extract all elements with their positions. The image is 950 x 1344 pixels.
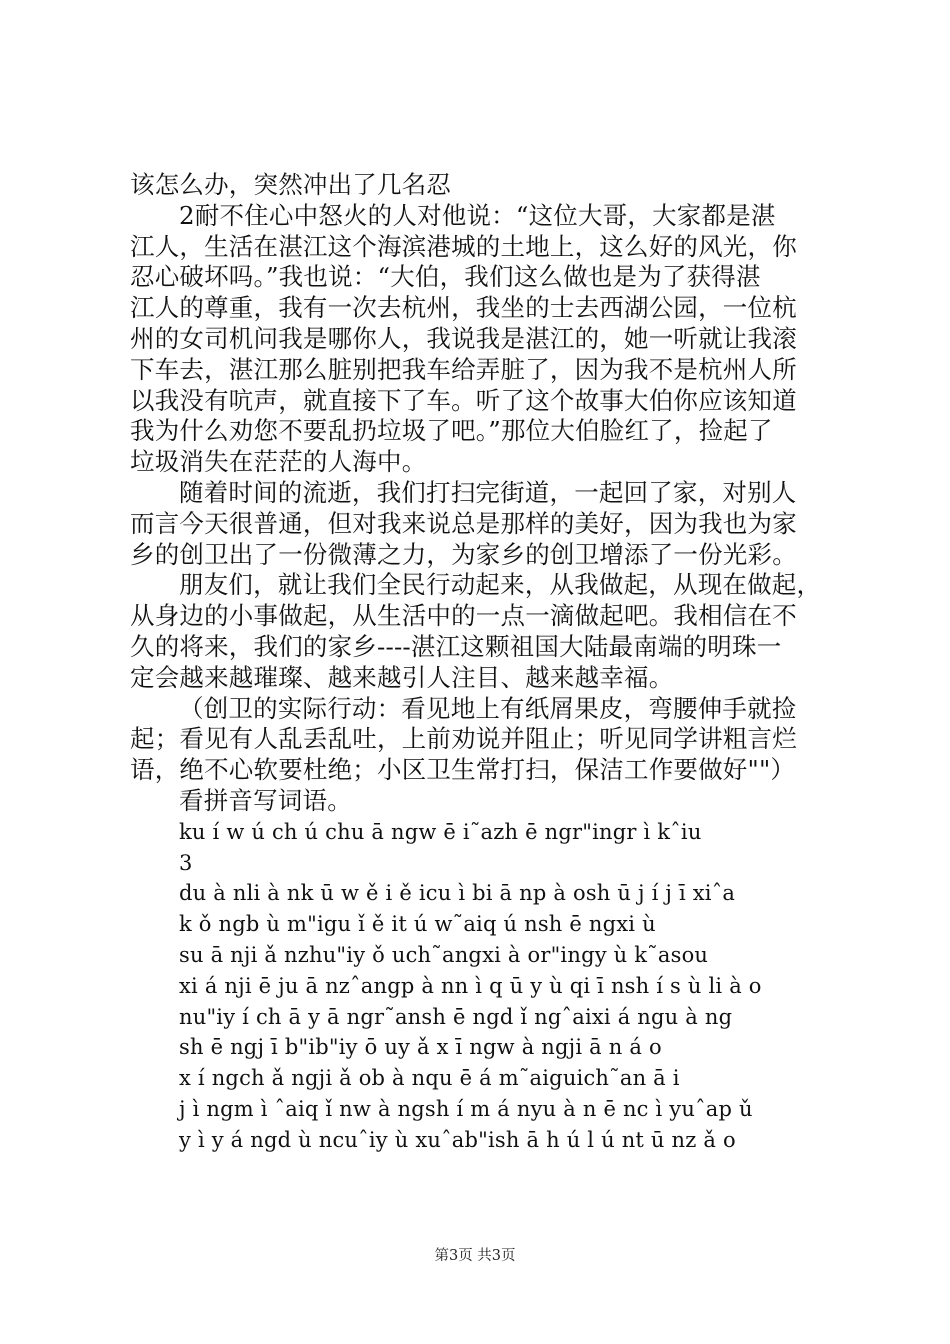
paragraph-line: 起；看见有人乱丢乱吐，上前劝说并阻止；听见同学讲粗言烂 — [130, 724, 797, 754]
pinyin-line: k ǒ ngb ù m"igu ǐ ě it ú w˜aiq ú nsh ē ngxi ù — [179, 912, 656, 937]
paragraph-line: 从身边的小事做起，从生活中的一点一滴做起吧。我相信在不 — [130, 601, 797, 631]
pinyin-line: sh ē ngj ī b"ib"iy ō uy ǎ x ī ngw à ngji ā n á o — [179, 1035, 662, 1060]
document-body — [130, 170, 830, 1156]
paragraph-line: 随着时间的流逝，我们打扫完街道，一起回了家，对别人 — [179, 477, 797, 507]
paragraph-line: 该怎么办，突然冲出了几名忍 — [130, 170, 452, 199]
paragraph-line: （创卫的实际行动：看见地上有纸屑果皮，弯腰伸手就捡 — [179, 693, 797, 723]
paragraph-line: 而言今天很普通，但对我来说总是那样的美好，因为我也为家 — [130, 508, 797, 538]
paragraph-line: 垃圾消失在茫茫的人海中。 — [130, 447, 427, 477]
paragraph-line: 语，绝不心软要杜绝；小区卫生常打扫，保洁工作要做好""） — [130, 755, 796, 785]
pinyin-exercise — [130, 817, 830, 1156]
pinyin-line: y ì y á ngd ù ncuˆiy ù xuˆab"ish ā h ú l ú nt ū nz ǎ o — [179, 1127, 736, 1152]
paragraph-line: 江人的尊重，我有一次去杭州，我坐的士去西湖公园，一位杭 — [130, 293, 797, 323]
paragraph-line: 我为什么劝您不要乱扔垃圾了吧。”那位大伯脸红了，捡起了 — [130, 416, 773, 446]
pinyin-line: 3 — [179, 850, 193, 875]
pinyin-line: du à nli à nk ū w ě i ě icu ì bi ā np à osh ū j í j ī xiˆa — [179, 881, 736, 906]
page-footer: 第3页 共3页 — [434, 1248, 516, 1264]
pinyin-line: j ì ngm ì ˆaiq ǐ nw à ngsh í m á nyu à n ē nc ì yuˆap ǔ — [179, 1096, 753, 1121]
pinyin-line: nu"iy í ch ā y ā ngr˜ansh ē ngd ǐ ngˆaixi á ngu à ng — [179, 1004, 733, 1029]
paragraph-line: 以我没有吭声，就直接下了车。听了这个故事大伯你应该知道 — [130, 385, 797, 415]
paragraph-line: 州的女司机问我是哪你人，我说我是湛江的，她一听就让我滚 — [130, 323, 797, 353]
paragraph-line: 看拼音写词语。 — [179, 785, 352, 815]
pinyin-line: ku í w ú ch ú chu ā ngw ē i˜azh ē ngr"ingr ì kˆiu — [179, 819, 702, 844]
paragraph-line: 乡的创卫出了一份微薄之力，为家乡的创卫增添了一份光彩。 — [130, 539, 797, 569]
paragraph-line: 江人，生活在湛江这个海滨港城的土地上，这么好的风光，你 — [130, 231, 797, 261]
paragraph-line: 朋友们，就让我们全民行动起来，从我做起，从现在做起， — [179, 570, 822, 600]
paragraph-line: 久的将来，我们的家乡----湛江这颗祖国大陆最南端的明珠一 — [130, 631, 782, 661]
pinyin-line: xi á nji ē ju ā nzˆangp à nn ì q ū y ù qi ī nsh í s ù li à o — [179, 973, 762, 998]
pinyin-line: x í ngch ǎ ngji ǎ ob à nqu ē á m˜aiguich˜an ā i — [179, 1066, 680, 1091]
paragraph-line: 定会越来越璀璨、越来越引人注目、越来越幸福。 — [130, 662, 674, 692]
paragraph-line: 下车去，湛江那么脏别把我车给弄脏了，因为我不是杭州人所 — [130, 354, 797, 384]
paragraph-line: 2耐不住心中怒火的人对他说：“这位大哥，大家都是湛 — [179, 200, 776, 230]
pinyin-line: su ā nji ǎ nzhu"iy ǒ uch˜angxi à or"ingy ù k˜asou — [179, 942, 709, 967]
paragraph-line: 忍心破坏吗。”我也说：“大伯，我们这么做也是为了获得湛 — [130, 262, 761, 292]
